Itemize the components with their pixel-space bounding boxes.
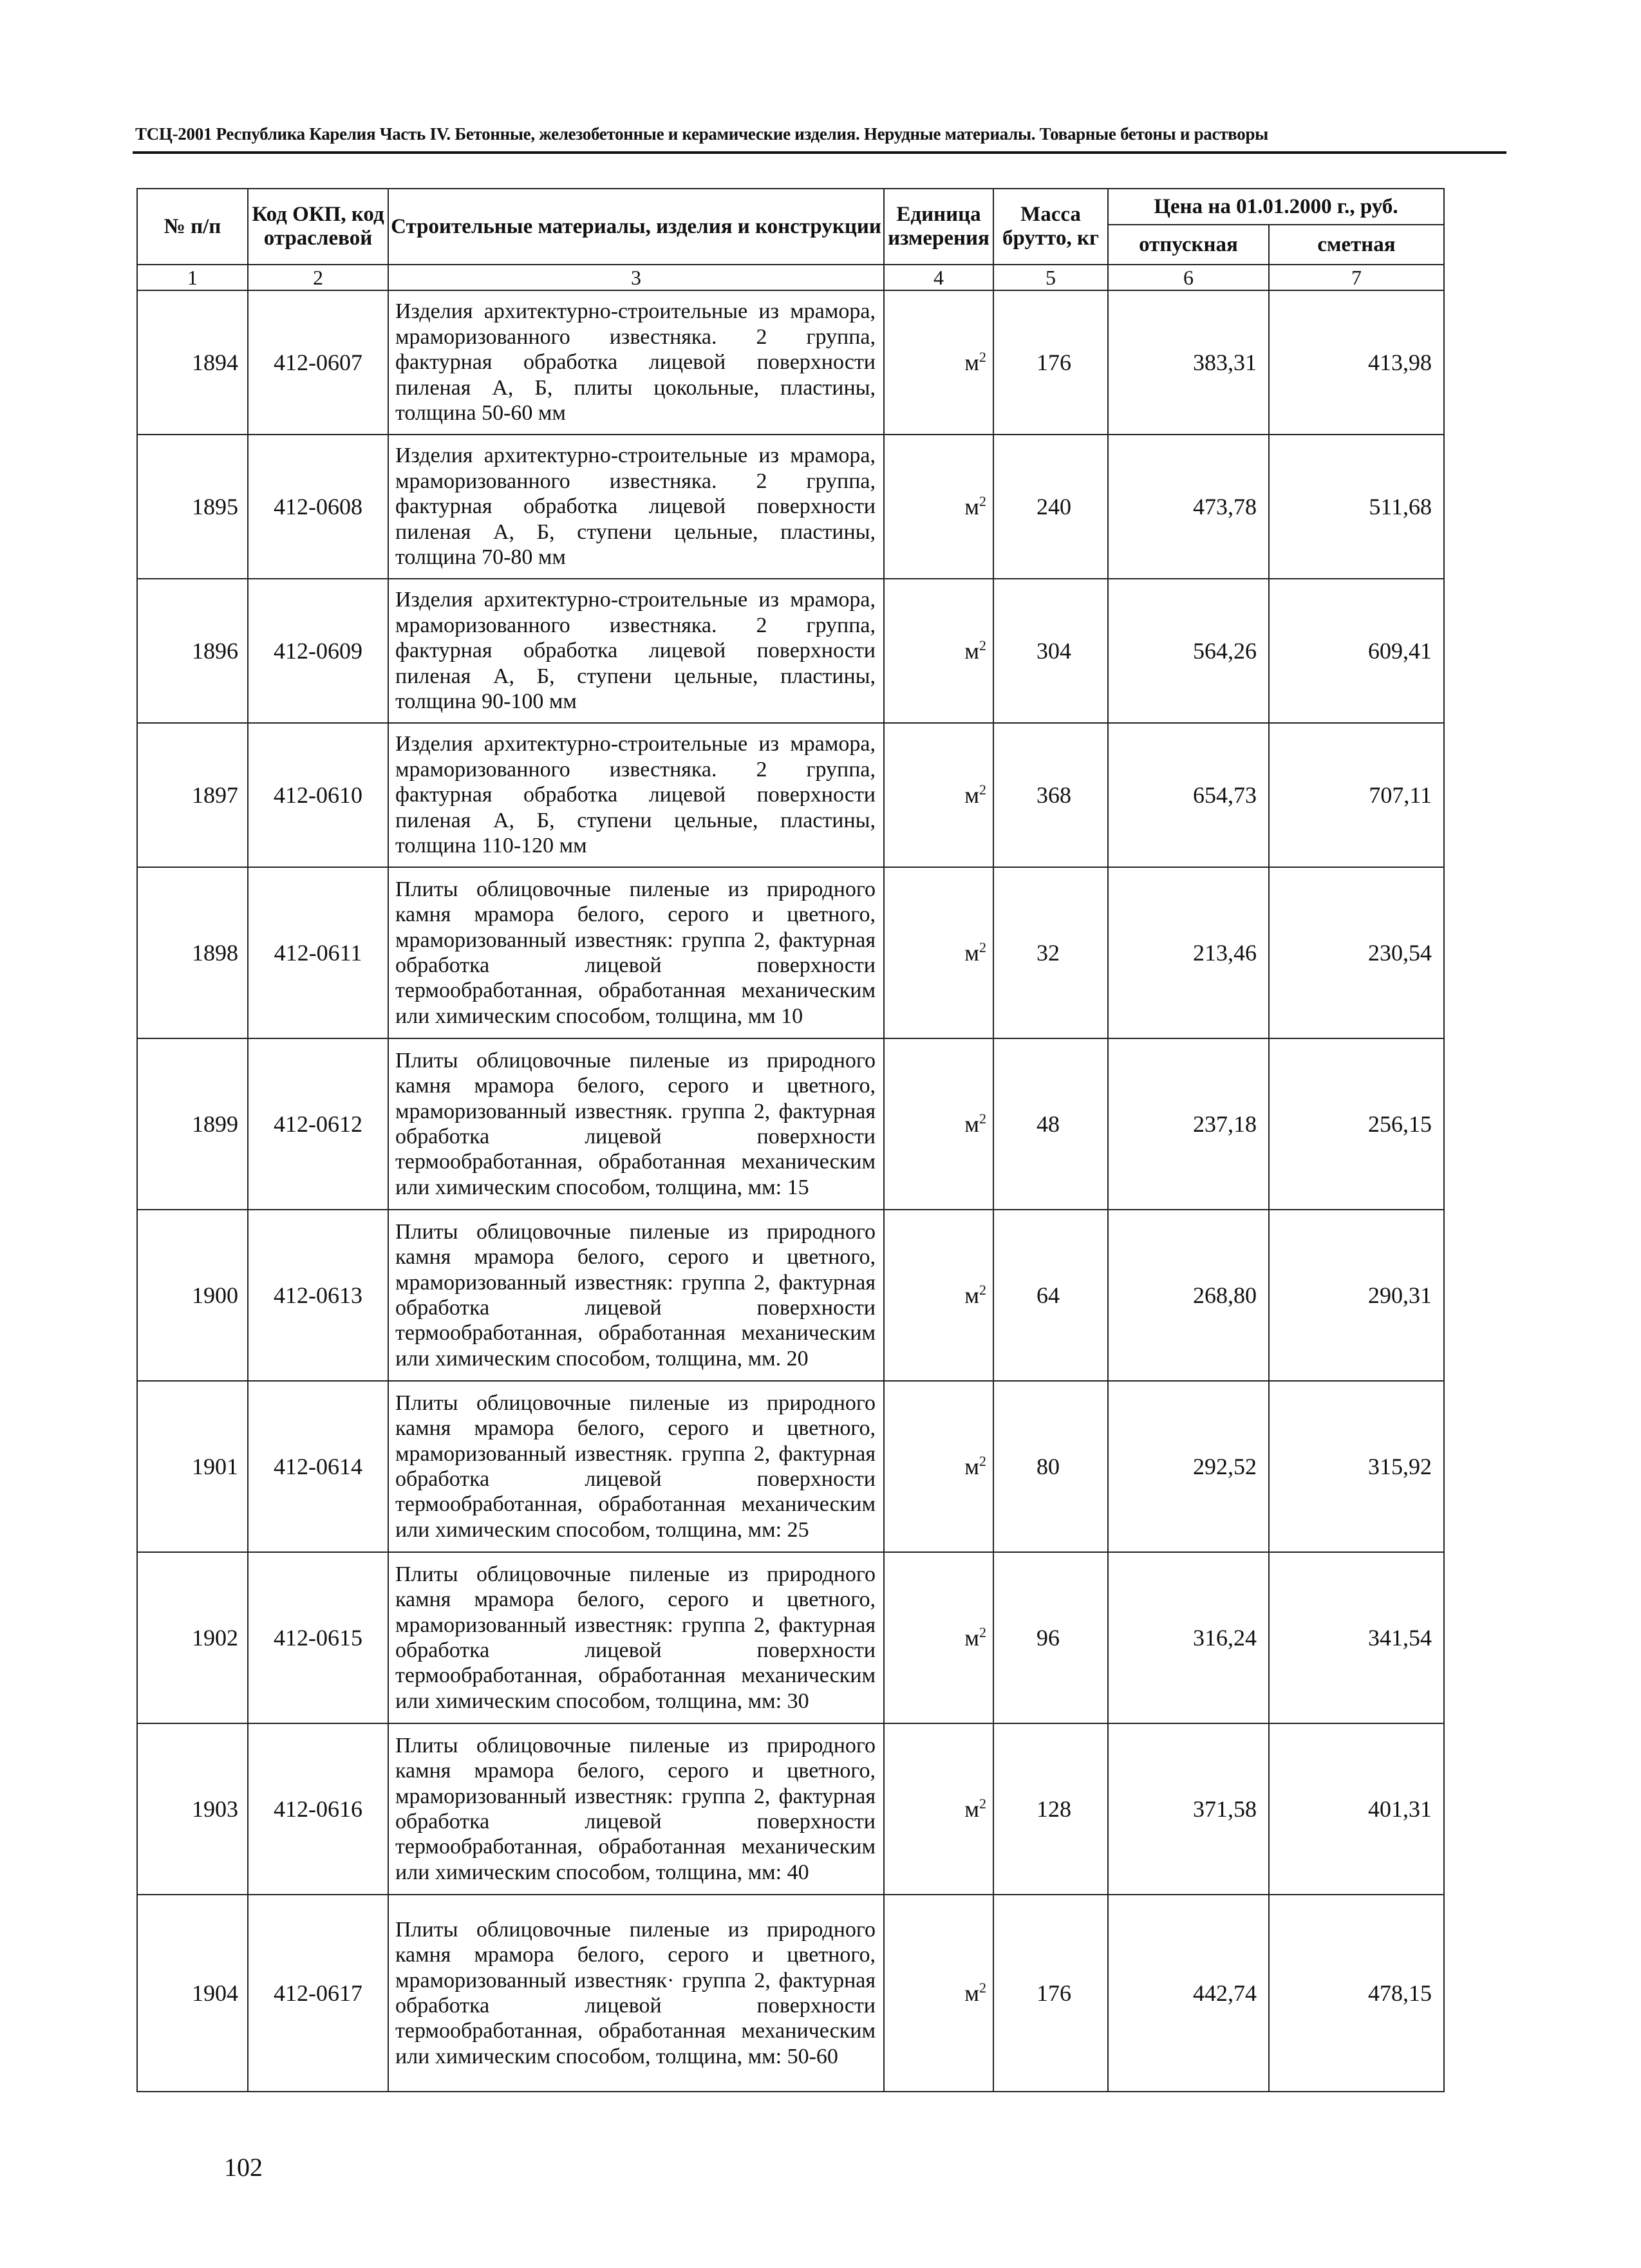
unit-text: м bbox=[964, 350, 979, 375]
unit-exponent: 2 bbox=[979, 1111, 986, 1127]
row-code: 412-0611 bbox=[248, 867, 388, 1038]
col-number: 6 bbox=[1108, 265, 1269, 290]
row-num: 1903 bbox=[137, 1723, 248, 1895]
row-unit bbox=[884, 1895, 993, 2092]
col-number: 4 bbox=[884, 265, 993, 290]
row-price-estimate: 413,98 bbox=[1269, 290, 1444, 435]
page-number: 102 bbox=[224, 2153, 263, 2182]
row-price-release: 237,18 bbox=[1108, 1038, 1269, 1210]
col-number: 1 bbox=[137, 265, 248, 290]
unit-exponent: 2 bbox=[979, 349, 986, 365]
row-description: Изделия архитектурно-строительные из мрамора, мраморизованного известняка. 2 группа, фактурная обработка лицевой поверхности пиленая А, Б, ступени цельные, пластины, толщина 110-120 мм bbox=[388, 723, 884, 867]
row-price-release: 564,26 bbox=[1108, 579, 1269, 723]
row-mass: 304 bbox=[993, 579, 1108, 723]
price-table bbox=[136, 188, 1445, 2092]
row-code: 412-0613 bbox=[248, 1210, 388, 1381]
table-row bbox=[137, 1552, 1444, 1723]
unit-exponent: 2 bbox=[979, 1453, 986, 1469]
row-description: Плиты облицовочные пиленые из природного камня мрамора белого, серого и цветного, мраморизованный известняк: группа 2, фактурная обработка лицевой поверхности термообработанная, обработанная механическим или химическим способом, толщина, мм 10 bbox=[388, 867, 884, 1038]
row-price-estimate: 401,31 bbox=[1269, 1723, 1444, 1895]
row-code: 412-0608 bbox=[248, 435, 388, 579]
row-price-estimate: 478,15 bbox=[1269, 1895, 1444, 2092]
row-num: 1900 bbox=[137, 1210, 248, 1381]
row-mass: 32 bbox=[993, 867, 1108, 1038]
row-num: 1899 bbox=[137, 1038, 248, 1210]
col-number: 7 bbox=[1269, 265, 1444, 290]
row-price-release: 316,24 bbox=[1108, 1552, 1269, 1723]
row-unit bbox=[884, 1552, 993, 1723]
unit-text: м bbox=[964, 1796, 979, 1822]
row-unit bbox=[884, 290, 993, 435]
row-price-release: 371,58 bbox=[1108, 1723, 1269, 1895]
unit-exponent: 2 bbox=[979, 493, 986, 509]
row-mass: 96 bbox=[993, 1552, 1108, 1723]
table-row bbox=[137, 435, 1444, 579]
row-num: 1897 bbox=[137, 723, 248, 867]
col-header-name: Строительные материалы, изделия и конструкции bbox=[388, 189, 884, 265]
col-header-num: № п/п bbox=[137, 189, 248, 265]
unit-text: м bbox=[964, 1625, 979, 1651]
unit-exponent: 2 bbox=[979, 1282, 986, 1298]
table-row bbox=[137, 1895, 1444, 2092]
row-price-release: 442,74 bbox=[1108, 1895, 1269, 2092]
col-header-price-release: отпускная bbox=[1108, 225, 1269, 265]
row-price-estimate: 256,15 bbox=[1269, 1038, 1444, 1210]
col-header-price-group: Цена на 01.01.2000 г., руб. bbox=[1108, 189, 1444, 225]
row-num: 1898 bbox=[137, 867, 248, 1038]
row-price-release: 383,31 bbox=[1108, 290, 1269, 435]
row-code: 412-0607 bbox=[248, 290, 388, 435]
unit-text: м bbox=[964, 1454, 979, 1479]
row-price-estimate: 230,54 bbox=[1269, 867, 1444, 1038]
row-mass: 240 bbox=[993, 435, 1108, 579]
row-code: 412-0617 bbox=[248, 1895, 388, 2092]
row-code: 412-0615 bbox=[248, 1552, 388, 1723]
row-code: 412-0612 bbox=[248, 1038, 388, 1210]
col-header-price-estimate: сметная bbox=[1269, 225, 1444, 265]
unit-text: м bbox=[964, 1111, 979, 1137]
col-header-code: Код ОКП, код отраслевой bbox=[248, 189, 388, 265]
row-num: 1895 bbox=[137, 435, 248, 579]
col-number: 3 bbox=[388, 265, 884, 290]
table-row bbox=[137, 1210, 1444, 1381]
row-mass: 176 bbox=[993, 1895, 1108, 2092]
row-price-estimate: 609,41 bbox=[1269, 579, 1444, 723]
row-unit bbox=[884, 1210, 993, 1381]
unit-text: м bbox=[964, 494, 979, 520]
document-header: ТСЦ-2001 Республика Карелия Часть IV. Бетонные, железобетонные и керамические изделия. Нерудные материалы. Товарные бетоны и растворы bbox=[135, 124, 1268, 144]
row-price-release: 268,80 bbox=[1108, 1210, 1269, 1381]
col-header-mass: Масса брутто, кг bbox=[993, 189, 1108, 265]
row-mass: 80 bbox=[993, 1381, 1108, 1552]
unit-exponent: 2 bbox=[979, 782, 986, 798]
row-mass: 48 bbox=[993, 1038, 1108, 1210]
table-row bbox=[137, 290, 1444, 435]
unit-exponent: 2 bbox=[979, 637, 986, 653]
col-number: 2 bbox=[248, 265, 388, 290]
row-description: Изделия архитектурно-строительные из мрамора, мраморизованного известняка. 2 группа, фактурная обработка лицевой поверхности пиленая А, Б, ступени цельные, пластины, толщина 70-80 мм bbox=[388, 435, 884, 579]
row-price-estimate: 290,31 bbox=[1269, 1210, 1444, 1381]
row-num: 1902 bbox=[137, 1552, 248, 1723]
row-num: 1901 bbox=[137, 1381, 248, 1552]
row-mass: 64 bbox=[993, 1210, 1108, 1381]
unit-exponent: 2 bbox=[979, 1624, 986, 1640]
header-rule bbox=[133, 151, 1506, 154]
row-description: Плиты облицовочные пиленые из природного камня мрамора белого, серого и цветного, мраморизованный известняк: группа 2, фактурная обработка лицевой поверхности термообработанная, обработанная механическим или химическим способом, толщина, мм: 30 bbox=[388, 1552, 884, 1723]
row-unit bbox=[884, 723, 993, 867]
row-price-release: 654,73 bbox=[1108, 723, 1269, 867]
table-row bbox=[137, 579, 1444, 723]
row-price-release: 292,52 bbox=[1108, 1381, 1269, 1552]
row-mass: 176 bbox=[993, 290, 1108, 435]
row-price-estimate: 315,92 bbox=[1269, 1381, 1444, 1552]
row-price-estimate: 511,68 bbox=[1269, 435, 1444, 579]
row-unit bbox=[884, 1038, 993, 1210]
row-num: 1896 bbox=[137, 579, 248, 723]
table-row bbox=[137, 1723, 1444, 1895]
row-description: Плиты облицовочные пиленые из природного камня мрамора белого, серого и цветного, мраморизованный известняк. группа 2, фактурная обработка лицевой поверхности термообработанная, обработанная механическим или химическим способом, толщина, мм: 15 bbox=[388, 1038, 884, 1210]
row-description: Плиты облицовочные пиленые из природного камня мрамора белого, серого и цветного, мраморизованный известняк: группа 2, фактурная обработка лицевой поверхности термообработанная, обработанная механическим или химическим способом, толщина, мм. 20 bbox=[388, 1210, 884, 1381]
table-row bbox=[137, 867, 1444, 1038]
row-price-release: 213,46 bbox=[1108, 867, 1269, 1038]
table-row bbox=[137, 1038, 1444, 1210]
row-mass: 128 bbox=[993, 1723, 1108, 1895]
row-code: 412-0609 bbox=[248, 579, 388, 723]
row-num: 1904 bbox=[137, 1895, 248, 2092]
row-num: 1894 bbox=[137, 290, 248, 435]
unit-text: м bbox=[964, 638, 979, 664]
row-price-estimate: 341,54 bbox=[1269, 1552, 1444, 1723]
table-row bbox=[137, 723, 1444, 867]
unit-text: м bbox=[964, 782, 979, 808]
unit-exponent: 2 bbox=[979, 1980, 986, 1996]
row-description: Изделия архитектурно-строительные из мрамора, мраморизованного известняка. 2 группа, фактурная обработка лицевой поверхности пиленая А, Б, плиты цокольные, пластины, толщина 50-60 мм bbox=[388, 290, 884, 435]
row-description: Плиты облицовочные пиленые из природного камня мрамора белого, серого и цветного, мраморизованный известняк. группа 2, фактурная обработка лицевой поверхности термообработанная, обработанная механическим или химическим способом, толщина, мм: 25 bbox=[388, 1381, 884, 1552]
row-code: 412-0614 bbox=[248, 1381, 388, 1552]
row-code: 412-0616 bbox=[248, 1723, 388, 1895]
unit-text: м bbox=[964, 1980, 979, 2006]
row-description: Плиты облицовочные пиленые из природного камня мрамора белого, серого и цветного, мраморизованный известняк: группа 2, фактурная обработка лицевой поверхности термообработанная, обработанная механическим или химическим способом, толщина, мм: 40 bbox=[388, 1723, 884, 1895]
row-unit bbox=[884, 1381, 993, 1552]
row-unit bbox=[884, 867, 993, 1038]
row-mass: 368 bbox=[993, 723, 1108, 867]
row-code: 412-0610 bbox=[248, 723, 388, 867]
table-row bbox=[137, 1381, 1444, 1552]
col-number: 5 bbox=[993, 265, 1108, 290]
unit-text: м bbox=[964, 1282, 979, 1308]
row-price-estimate: 707,11 bbox=[1269, 723, 1444, 867]
row-description: Плиты облицовочные пиленые из природного камня мрамора белого, серого и цветного, мраморизованный известняк· группа 2, фактурная обработка лицевой поверхности термообработанная, обработанная механическим или химическим способом, толщина, мм: 50-60 bbox=[388, 1895, 884, 2092]
col-header-unit: Единица измерения bbox=[884, 189, 993, 265]
row-description: Изделия архитектурно-строительные из мрамора, мраморизованного известняка. 2 группа, фактурная обработка лицевой поверхности пиленая А, Б, ступени цельные, пластины, толщина 90-100 мм bbox=[388, 579, 884, 723]
unit-exponent: 2 bbox=[979, 1795, 986, 1812]
unit-exponent: 2 bbox=[979, 939, 986, 955]
unit-text: м bbox=[964, 940, 979, 966]
row-unit bbox=[884, 1723, 993, 1895]
row-price-release: 473,78 bbox=[1108, 435, 1269, 579]
row-unit bbox=[884, 579, 993, 723]
row-unit bbox=[884, 435, 993, 579]
